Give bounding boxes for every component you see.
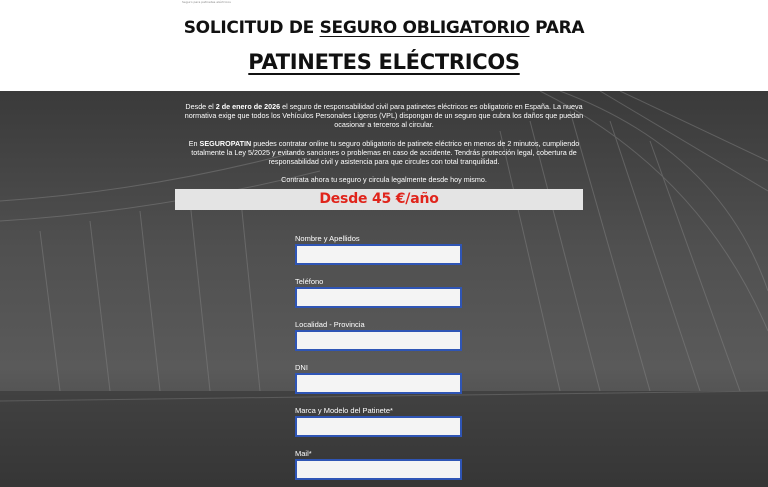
intro-p2-after: puedes contratar online tu seguro obligatorio de patinete eléctrico en menos de 2 minutos, cumpliendo totalmente la Ley 5/2025 y evitando sanciones o problemas en caso de accidente. Tendrás protección legal, cobertura de responsabilidad civil y asistencia para que circules con total tranquilidad. [191,138,580,167]
label-dni: DNI [295,363,308,372]
label-mail: Mail* [295,449,312,458]
field-nombre [295,234,465,277]
intro-p2-before: En [188,138,200,148]
mail-input[interactable] [295,459,462,480]
label-localidad: Localidad - Provincia [295,320,365,329]
label-nombre: Nombre y Apellidos [295,234,360,243]
hero-section [0,91,768,487]
field-mail [295,449,465,487]
logo-tagline: Seguro para patinetes eléctricos [182,0,231,4]
intro-p1-after: el seguro de responsabilidad civil para patinetes eléctricos es obligatorio en España. La nueva normativa exige que todos los Vehículos Personales Ligeros (VPL) dispongan de un seguro que cubra los daños que puedan ocasionar a terceros al circular. [184,102,584,130]
title-prefix: SOLICITUD DE [183,18,320,38]
insurance-request-form [295,234,465,487]
field-telefono [295,277,465,320]
intro-paragraph-2 [176,139,592,167]
intro-p1-date: 2 de enero de 2026 [215,102,281,111]
price-banner [175,189,583,210]
price-text: Desde 45 €/año [319,191,439,207]
telefono-input[interactable] [295,287,462,308]
label-marca-modelo: Marca y Modelo del Patinete* [295,406,393,415]
field-dni [295,363,465,406]
intro-paragraph-3: Contrata ahora tu seguro y circula legalmente desde hoy mismo. [281,175,487,185]
intro-paragraph-1 [176,102,592,130]
nombre-input[interactable] [295,244,462,265]
intro-text [176,102,592,193]
intro-p2-brand: SEGUROPATIN [199,138,252,148]
field-localidad [295,320,465,363]
page-title-line2: PATINETES ELÉCTRICOS [248,50,520,74]
localidad-input[interactable] [295,330,462,351]
dni-input[interactable] [295,373,462,394]
intro-p1-before: Desde el [185,102,216,111]
title-underlined: SEGURO OBLIGATORIO [319,18,530,38]
page-title-line1 [0,18,768,38]
page-header [0,0,768,91]
label-telefono: Teléfono [295,277,324,286]
field-marca-modelo [295,406,465,449]
marca-modelo-input[interactable] [295,416,462,437]
title-suffix: PARA [529,18,585,38]
